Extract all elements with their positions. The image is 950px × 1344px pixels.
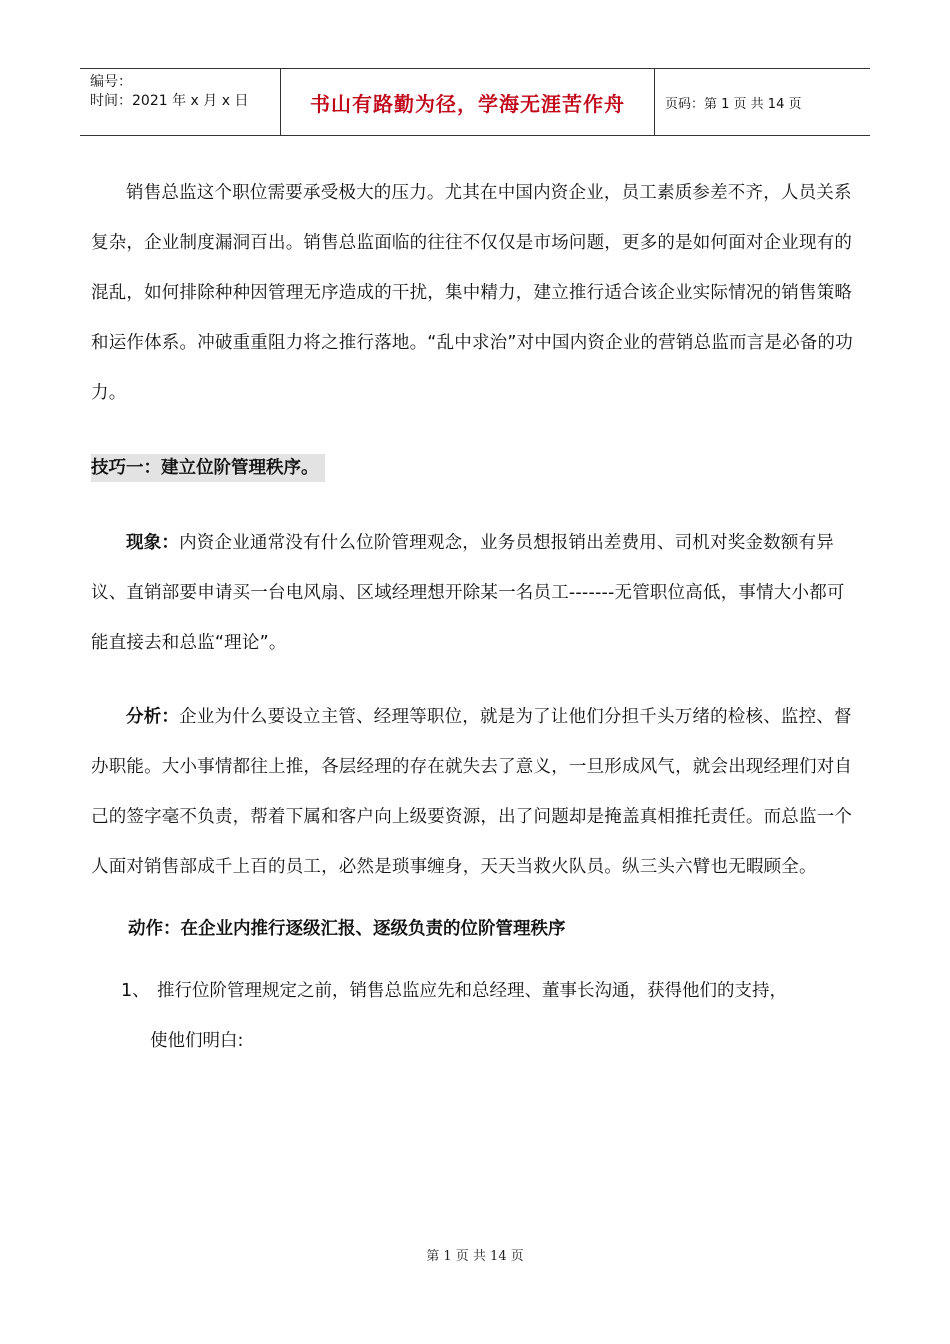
section-heading: 技巧一：建立位阶管理秩序。 — [91, 454, 325, 482]
header-meta — [80, 69, 281, 135]
analysis-paragraph — [91, 692, 861, 892]
list-item-continuation: 使他们明白: — [150, 1031, 244, 1051]
header-motto: 书山有路勤为径，学海无涯苦作舟 — [281, 69, 655, 135]
phenomenon-paragraph — [91, 518, 861, 668]
document-body — [91, 168, 861, 1066]
page-header — [80, 68, 870, 136]
phenomenon-text: 内资企业通常没有什么位阶管理观念，业务员想报销出差费用、司机对奖金数额有异议、直销部要申请买一台电风扇、区域经理想开除某一名员工-------无管职位高低，事情大小都可能直接去和总监“理论”。 — [91, 533, 845, 653]
page-footer: 第 1 页 共 14 页 — [426, 1249, 524, 1264]
analysis-text: 企业为什么要设立主管、经理等职位，就是为了让他们分担千头万绪的检核、监控、督办职能。大小事情都往上推，各层经理的存在就失去了意义，一旦形成风气，就会出现经理们对自己的签字毫不负责，帮着下属和客户向上级要资源，出了问题却是掩盖真相推托责任。而总监一个人面对销售部成千上百的员工，必然是琐事缠身，天天当救火队员。纵三头六臂也无暇顾全。 — [91, 707, 853, 877]
list-item-text: 推行位阶管理规定之前，销售总监应先和总经理、董事长沟通，获得他们的支持， — [157, 981, 787, 1001]
header-page-info: 页码：第 1 页 共 14 页 — [665, 96, 802, 112]
doc-number-label: 编号： — [90, 74, 132, 90]
action-heading: 动作：在企业内推行逐级汇报、逐级负责的位阶管理秩序 — [128, 919, 566, 939]
list-item — [91, 966, 861, 1016]
phenomenon-label: 现象： — [126, 533, 180, 553]
intro-paragraph: 销售总监这个职位需要承受极大的压力。尤其在中国内资企业，员工素质参差不齐，人员关系复杂，企业制度漏洞百出。销售总监面临的往往不仅仅是市场问题，更多的是如何面对企业现有的混乱，如何排除种种因管理无序造成的干扰，集中精力，建立推行适合该企业实际情况的销售策略和运作体系。冲破重重阻力将之推行落地。“乱中求治”对中国内资企业的营销总监而言是必备的功力。 — [91, 183, 853, 403]
analysis-label: 分析： — [126, 707, 180, 727]
doc-date: 时间：2021 年 x 月 x 日 — [90, 93, 249, 109]
list-item-number: 1、 — [121, 981, 150, 1001]
